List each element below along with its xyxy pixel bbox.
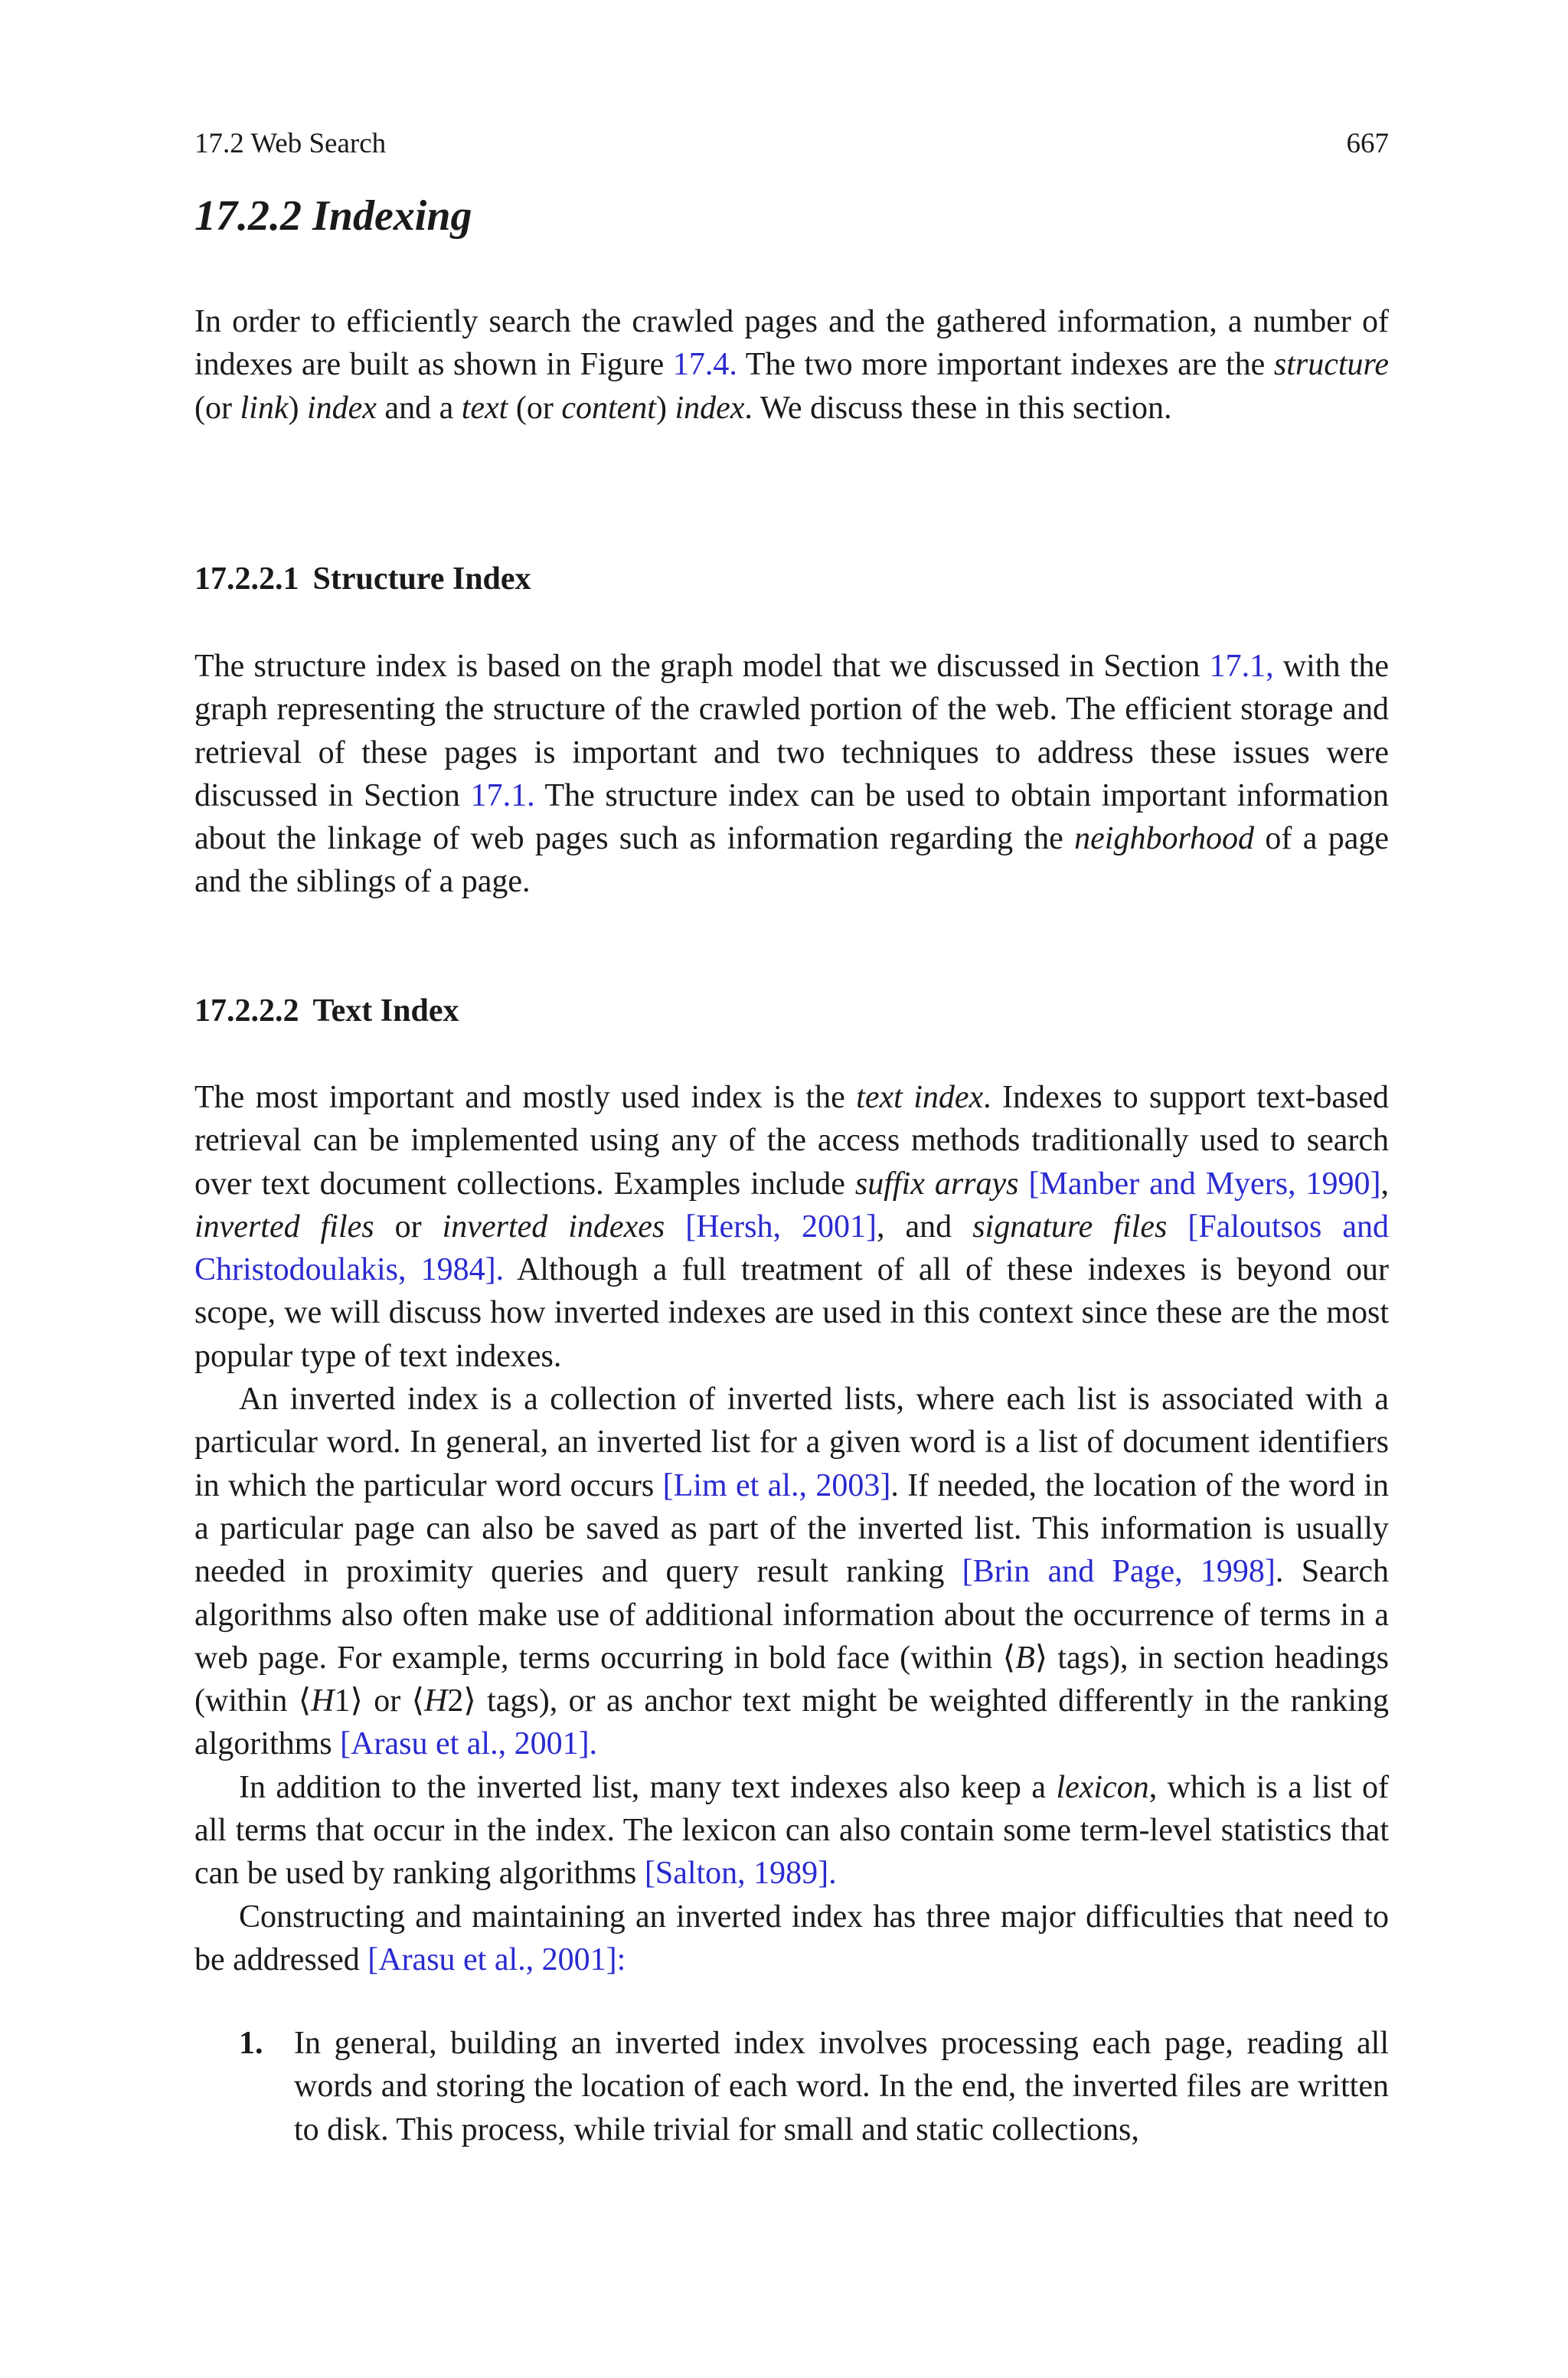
citation-link[interactable]: [Lim et al., 2003] xyxy=(662,1467,891,1503)
citation-link[interactable]: [Salton, 1989]. xyxy=(644,1856,837,1892)
section-ref-link[interactable]: 17.1. xyxy=(470,777,535,813)
running-title: 17.2 Web Search xyxy=(194,128,387,159)
list-item-text: In general, building an inverted index involves processing each page, reading all words and storing the location of each word. In the end, the inverted files are written to disk. This process, while trivial for small and static collections, xyxy=(294,2026,1389,2147)
citation-link[interactable]: [Brin and Page, 1998] xyxy=(962,1554,1276,1590)
text-index-heading: 17.2.2.2 Text Index xyxy=(194,993,459,1029)
running-header xyxy=(194,127,1389,161)
citation-link[interactable]: [Faloutsos and Christodoulakis, 1984]. xyxy=(194,1209,1389,1288)
text-index-body xyxy=(194,1076,1389,1981)
structure-index-heading: 17.2.2.1 Structure Index xyxy=(194,561,531,597)
citation-link[interactable]: [Manber and Myers, 1990] xyxy=(1028,1166,1381,1202)
section-ref-link[interactable]: 17.1, xyxy=(1209,649,1274,684)
text-index-paragraph-4: Constructing and maintaining an inverted index has three major difficulties that need to be addressed [Arasu et al., 2001]: xyxy=(194,1899,1389,1977)
text-index-paragraph-3: In addition to the inverted list, many text indexes also keep a lexicon, which is a list of all terms that occur in the index. The lexicon can also contain some term-level statistics that can be used by ranking algorithms [Salton, 1989]. xyxy=(194,1769,1389,1892)
figure-ref-link[interactable]: 17.4. xyxy=(672,347,737,383)
section-title: 17.2.2 Indexing xyxy=(194,192,472,240)
citation-link[interactable]: [Arasu et al., 2001]: xyxy=(368,1941,626,1977)
structure-index-paragraph: The structure index is based on the graph model that we discussed in Section 17.1, with the graph representing the structure of the crawled portion of the web. The efficient storage and retrieval of these pages is important and two techniques to address these issues were discussed in Section 17.1. The structure index can be used to obtain important information about the linkage of web pages such as information regarding the neighborhood of a page and the siblings of a page. xyxy=(194,649,1389,900)
intro-paragraph: In order to efficiently search the crawled pages and the gathered information, a number of indexes are built as shown in Figure 17.4. The two more important indexes are the structure (or link) index and a text (or content) index. We discuss these in this section. xyxy=(194,304,1389,426)
text-index-paragraph-1: The most important and mostly used index is the text index. Indexes to support text-based retrieval can be implemented using any of the access methods traditionally used to search over text document collections. Examples include suffix arrays [Manber and Myers, 1990], inverted files or inverted indexes [Hersh, 2001], and signature files [Faloutsos and Christodoulakis, 1984]. Although a full treatment of all of these indexes is beyond our scope, we will discuss how inverted indexes are used in this context since these are the most popular type of text indexes. xyxy=(194,1080,1390,1374)
list-item-number: 1. xyxy=(239,2026,263,2061)
citation-link[interactable]: [Hersh, 2001] xyxy=(685,1209,877,1245)
text-index-paragraph-2: An inverted index is a collection of inverted lists, where each list is associated with a particular word. In general, an inverted list for a given word is a list of document identifiers in which the particular word occurs [Lim et al., 2003]. If needed, the location of the word in a particular page can also be saved as part of the inverted list. This information is usually needed in proximity queries and query result ranking [Brin and Page, 1998]. Search algorithms also often make use of additional information about the occurrence of terms in a web page. For example, terms occurring in bold face (within ⟨B⟩ tags), in section headings (within ⟨H1⟩ or ⟨H2⟩ tags), or as anchor text might be weighted differently in the ranking algorithms [Arasu et al., 2001]. xyxy=(194,1382,1390,1762)
page-number: 667 xyxy=(1346,128,1389,159)
citation-link[interactable]: [Arasu et al., 2001]. xyxy=(340,1726,598,1762)
